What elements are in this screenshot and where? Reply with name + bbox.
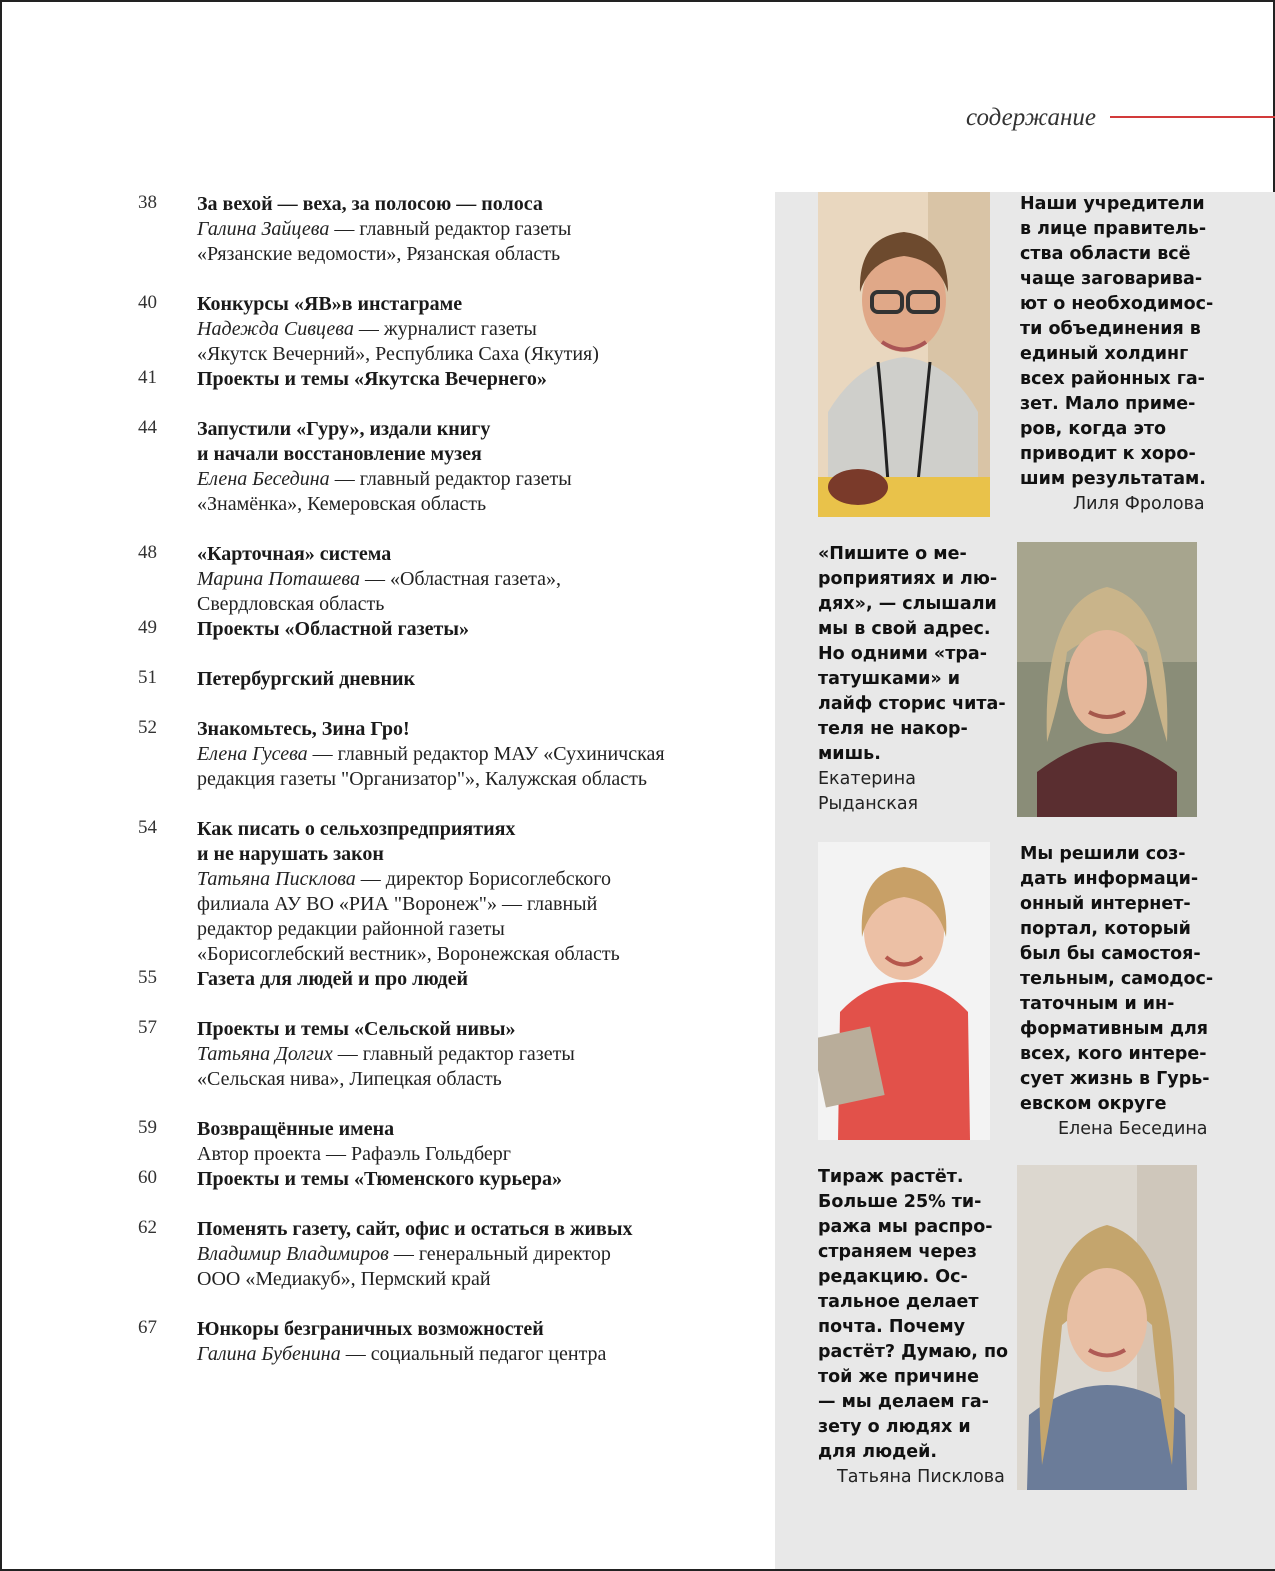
toc-page-number: 40 [138, 292, 157, 313]
portrait-photo-1 [818, 192, 990, 517]
toc-entry-author: Галина Бубенина — социальный педагог центра [197, 1343, 607, 1365]
toc-entry-title: и не нарушать закон [197, 843, 384, 865]
toc-page-number: 55 [138, 967, 157, 988]
toc-entry-author: Владимир Владимиров — генеральный директор [197, 1243, 611, 1265]
quote-text-3: Мы решили соз- дать информаци- онный интернет- портал, который был бы самостоя- тельным, самодос- таточным и ин- формативным для всех, кого интере- сует жизнь в Гурь- евском округе [1020, 844, 1214, 1114]
quote-text-1: Наши учредители в лице правитель- ства области всё чаще заговарива- ют о необходимос- ти объединения в единый холдинг всех районных га- зет. Мало приме- ров, когда это приводит к хоро- шим результатам. [1020, 194, 1214, 489]
toc-entry-body [197, 667, 757, 692]
toc-entry-title: Конкурсы «ЯВ»в инстаграме [197, 293, 463, 315]
toc-page-number: 51 [138, 667, 157, 688]
toc-page-number: 48 [138, 542, 157, 563]
author-name: Галина Зайцева [197, 218, 330, 240]
portrait-photo-3 [818, 842, 990, 1140]
toc-entry-body [197, 292, 757, 367]
quotes-sidebar [775, 192, 1275, 1569]
toc-entry-detail: «Якутск Вечерний», Республика Саха (Якутия) [197, 343, 599, 365]
toc-entry-title: «Карточная» система [197, 543, 392, 565]
toc-entry-title: За вехой — веха, за полосою — полоса [197, 193, 543, 215]
quote-author-2: Екатерина Рыданская [818, 769, 919, 814]
toc-entry-detail: редакция газеты "Организатор"», Калужская область [197, 768, 647, 790]
toc-entry-body [197, 1167, 757, 1192]
toc-entry-author: Елена Гусева — главный редактор МАУ «Сухиничская [197, 743, 665, 765]
toc-entry-author: Татьяна Писклова — директор Борисоглебского [197, 868, 612, 890]
author-name: Татьяна Долгих [197, 1043, 333, 1065]
quote-author-3: Елена Беседина [1058, 1119, 1208, 1139]
toc-entry-author: Надежда Сивцева — журналист газеты [197, 318, 537, 340]
author-name: Елена Беседина [197, 468, 330, 490]
author-name: Галина Бубенина [197, 1343, 341, 1365]
toc-entry-title: Проекты и темы «Тюменского курьера» [197, 1168, 563, 1190]
author-name: Надежда Сивцева [197, 318, 354, 340]
toc-page-number: 59 [138, 1117, 157, 1138]
toc-entry-title: Петербургский дневник [197, 668, 416, 690]
toc-entry-detail: «Борисоглебский вестник», Воронежская область [197, 943, 620, 965]
toc-entry-title: Проекты «Областной газеты» [197, 618, 469, 640]
toc-entry-title: Запустили «Гуру», издали книгу [197, 418, 491, 440]
toc-entry-title: Газета для людей и про людей [197, 968, 469, 990]
section-title: содержание [966, 104, 1096, 131]
toc-entry-title: Проекты и темы «Якутска Вечернего» [197, 368, 547, 390]
toc-page-number: 54 [138, 817, 157, 838]
toc-page-number: 67 [138, 1317, 157, 1338]
toc-entry-author: Елена Беседина — главный редактор газеты [197, 468, 572, 490]
toc-entry-detail: ООО «Медиакуб», Пермский край [197, 1268, 491, 1290]
toc-entry-body [197, 817, 757, 967]
toc-entry-detail: «Сельская нива», Липецкая область [197, 1068, 502, 1090]
toc-entry-body [197, 367, 757, 392]
toc-entry-detail: Свердловская область [197, 593, 385, 615]
toc-entry-detail: филиала АУ ВО «РИА "Воронеж"» — главный [197, 893, 598, 915]
toc-entry-title: Возвращённые имена [197, 1118, 395, 1140]
toc-entry-body [197, 617, 757, 642]
toc-entry-title: Знакомьтесь, Зина Гро! [197, 718, 410, 740]
toc-entry-body [197, 717, 757, 792]
toc-page-number: 62 [138, 1217, 157, 1238]
toc-page-number: 44 [138, 417, 157, 438]
author-name: Татьяна Писклова [197, 868, 356, 890]
toc-entry-title: Как писать о сельхозпредприятиях [197, 818, 516, 840]
toc-entry-detail: Автор проекта — Рафаэль Гольдберг [197, 1143, 511, 1165]
toc-entry-body [197, 1217, 757, 1292]
toc-entry-body [197, 417, 757, 517]
toc-entry-title: Проекты и темы «Сельской нивы» [197, 1018, 516, 1040]
toc-entry-body [197, 1017, 757, 1092]
toc-entry-author: Галина Зайцева — главный редактор газеты [197, 218, 572, 240]
quote-text-2: «Пишите о ме- роприятиях и лю- дях», — слышали мы в свой адрес. Но одними «тра- татушками» и лайф сторис чита- теля не накор- мишь. [818, 544, 1006, 764]
toc-entry-title: Юнкоры безграничных возможностей [197, 1318, 544, 1340]
section-rule [1110, 116, 1275, 118]
toc-page-number: 38 [138, 192, 157, 213]
toc-entry-author: Марина Поташева — «Областная газета», [197, 568, 562, 590]
toc-page-number: 60 [138, 1167, 157, 1188]
quote-text-4: Тираж растёт. Больше 25% ти- ража мы распро- страняем через редакцию. Ос- тальное делает почта. Почему растёт? Думаю, по той же причине — мы делаем га- зету о людях и для людей. [818, 1167, 1009, 1462]
toc-entry-body [197, 1317, 757, 1367]
portrait-photo-2 [1017, 542, 1197, 817]
toc-page-number: 57 [138, 1017, 157, 1038]
toc-entry-body [197, 967, 757, 992]
toc-entry-title: Поменять газету, сайт, офис и остаться в живых [197, 1218, 633, 1240]
toc-entry-detail: «Знамёнка», Кемеровская область [197, 493, 487, 515]
toc-entry-detail: редактор редакции районной газеты [197, 918, 505, 940]
quote-author-4: Татьяна Писклова [837, 1467, 1005, 1487]
quote-author-1: Лиля Фролова [1073, 494, 1205, 514]
toc-entry-title: и начали восстановление музея [197, 443, 482, 465]
author-name: Елена Гусева [197, 743, 308, 765]
author-name: Владимир Владимиров [197, 1243, 389, 1265]
toc-page-number: 41 [138, 367, 157, 388]
toc-entry-body [197, 542, 757, 617]
toc-page-number: 52 [138, 717, 157, 738]
toc-entry-body [197, 192, 757, 267]
toc-page-number: 49 [138, 617, 157, 638]
toc-entry-author: Татьяна Долгих — главный редактор газеты [197, 1043, 575, 1065]
toc-entry-body [197, 1117, 757, 1167]
author-name: Марина Поташева [197, 568, 360, 590]
toc-entry-detail: «Рязанские ведомости», Рязанская область [197, 243, 561, 265]
portrait-photo-4 [1017, 1165, 1197, 1490]
